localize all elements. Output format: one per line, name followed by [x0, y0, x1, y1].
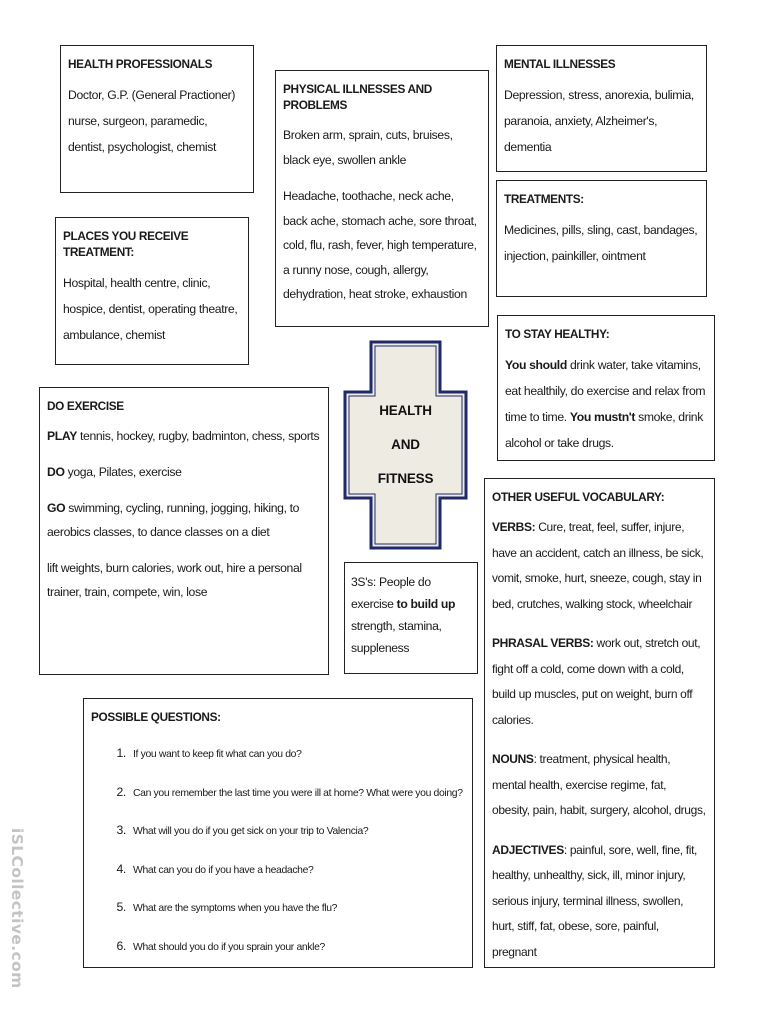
- three-s-bold: to build up: [396, 597, 456, 611]
- places-treatment-text: Hospital, health centre, clinic, hospice, dentist, operating theatre, ambulance, chemist: [63, 276, 238, 342]
- questions-list: [91, 735, 464, 966]
- mustnt-text: smoke, drink alcohol or take drugs.: [505, 410, 703, 450]
- go-line: [47, 496, 320, 544]
- verbs-text: Cure, treat, feel, suffer, injure, have an accident, catch an illness, be sick, vomit, smoke, hurt, sneeze, cough, stay in bed, crutches, walking stock, wheelchair: [492, 520, 704, 611]
- other-exercise-line: lift weights, burn calories, work out, hire a personal trainer, train, compete, win, lose: [47, 561, 302, 599]
- play-line: [47, 424, 320, 448]
- nouns-label: NOUNS: [492, 752, 534, 766]
- health-professionals-title: HEALTH PROFESSIONALS: [68, 57, 213, 71]
- three-s-box: [344, 562, 478, 674]
- stay-healthy-title: TO STAY HEALTHY:: [505, 327, 610, 341]
- do-exercise-title: DO EXERCISE: [47, 399, 124, 413]
- question-item: 3. What will you do if you get sick on your trip to Valencia?: [129, 812, 464, 851]
- possible-questions-title: POSSIBLE QUESTIONS:: [91, 710, 221, 724]
- phrasal-verbs-text: work out, stretch out, fight off a cold, come down with a cold, build up muscles, put on weight, burn off calories.: [492, 636, 701, 727]
- mental-illnesses-title: MENTAL ILLNESSES: [504, 57, 616, 71]
- do-exercise-box: [39, 387, 329, 675]
- physical-illnesses-title: PHYSICAL ILLNESSES AND PROBLEMS: [283, 82, 432, 112]
- go-text: swimming, cycling, running, jogging, hiking, to aerobics classes, to dance classes on a diet: [47, 501, 300, 539]
- nouns-line: [492, 747, 706, 824]
- treatments-box: [496, 180, 707, 297]
- possible-questions-box: [83, 698, 473, 968]
- physical-illnesses-text-1: Broken arm, sprain, cuts, bruises, black eye, swollen ankle: [283, 128, 453, 167]
- question-item: 6. What should you do if you sprain your ankle?: [129, 928, 464, 967]
- should-text: drink water, take vitamins, eat healthily, do exercise and relax from time to time.: [505, 358, 706, 424]
- adjectives-label: ADJECTIVES: [492, 842, 564, 857]
- watermark: [4, 828, 26, 1008]
- verbs-line: [492, 515, 706, 617]
- physical-illnesses-text-2: Headache, toothache, neck ache, back ache, stomach ache, sore throat, cold, flu, rash, fever, high temperature, a runny nose, cough, allergy, dehydration, heat stroke, exhaustion: [283, 189, 477, 301]
- stay-healthy-box: [497, 315, 715, 461]
- other-vocabulary-box: [484, 478, 715, 968]
- places-treatment-title: PLACES YOU RECEIVE TREATMENT:: [63, 229, 189, 259]
- verbs-label: VERBS:: [492, 520, 536, 534]
- do-text: yoga, Pilates, exercise: [64, 465, 182, 479]
- health-fitness-cross: [343, 340, 468, 550]
- adjectives-line: [492, 838, 706, 966]
- play-text: tennis, hockey, rugby, badminton, chess, sports: [76, 429, 320, 443]
- treatments-title: TREATMENTS:: [504, 192, 584, 206]
- places-treatment-box: [55, 217, 249, 365]
- health-professionals-text: Doctor, G.P. (General Practioner) nurse, surgeon, paramedic, dentist, psychologist, chemist: [68, 88, 236, 154]
- mental-illnesses-box: [496, 45, 707, 172]
- mental-illnesses-text: Depression, stress, anorexia, bulimia, paranoia, anxiety, Alzheimer's, dementia: [504, 88, 694, 154]
- health-professionals-box: [60, 45, 254, 193]
- question-item: 4. What can you do if you have a headache?: [129, 851, 464, 890]
- three-s-prefix: 3S's: People do exercise: [351, 575, 431, 611]
- mustnt-label: You mustn't: [569, 410, 636, 424]
- cross-label-health: HEALTH: [379, 403, 432, 418]
- phrasal-verbs-label: PHRASAL VERBS:: [492, 636, 594, 650]
- nouns-text: : treatment, physical health, mental health, exercise regime, fat, obesity, pain, habit, surgery, alcohol, drugs,: [492, 752, 706, 817]
- go-label: GO: [47, 501, 66, 515]
- three-s-suffix: strength, stamina, suppleness: [351, 619, 442, 655]
- other-vocabulary-title: OTHER USEFUL VOCABULARY:: [492, 490, 665, 504]
- do-label: DO: [47, 465, 65, 479]
- cross-label-fitness: FITNESS: [377, 471, 434, 486]
- do-line: [47, 460, 320, 484]
- stay-healthy-text: [505, 352, 706, 456]
- question-item: 5. What are the symptoms when you have the flu?: [129, 889, 464, 928]
- should-label: You should: [505, 358, 567, 372]
- question-item: 1. If you want to keep fit what can you do?: [129, 735, 464, 774]
- treatments-text: Medicines, pills, sling, cast, bandages, injection, painkiller, ointment: [504, 223, 698, 263]
- play-label: PLAY: [47, 429, 77, 443]
- physical-illnesses-box: [275, 70, 489, 327]
- phrasal-verbs-line: [492, 631, 706, 733]
- adjectives-text: : painful, sore, well, fine, fit, healthy, unhealthy, sick, ill, minor injury, serious injury, terminal illness, swollen, hurt, stiff, fat, obese, sore, painful, pregnant: [492, 842, 698, 959]
- question-item: 2. Can you remember the last time you were ill at home? What were you doing?: [129, 774, 464, 813]
- watermark-text: iSLCollective.com: [8, 828, 26, 989]
- cross-label-and: AND: [391, 437, 420, 452]
